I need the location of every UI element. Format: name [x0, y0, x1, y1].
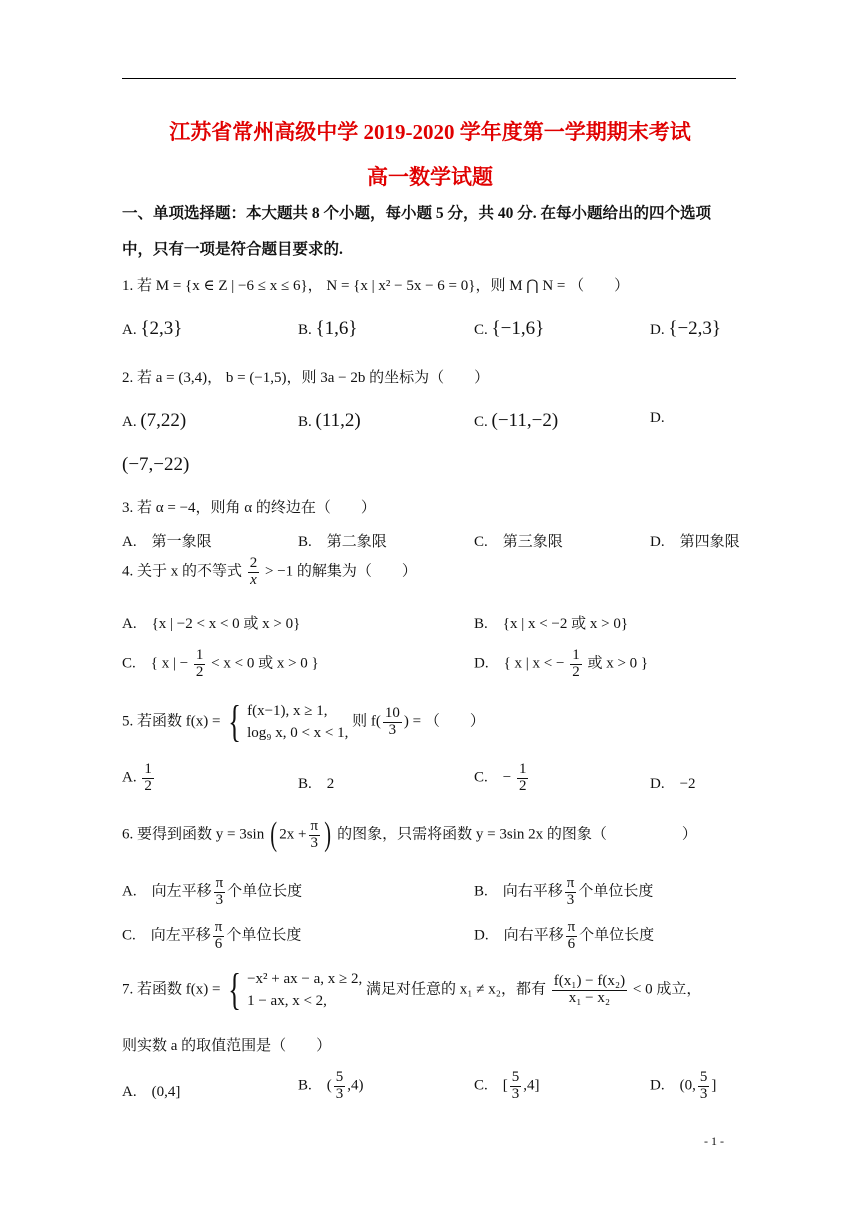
fraction [214, 876, 226, 909]
fraction [383, 706, 402, 739]
option-value: {1,6} [315, 318, 358, 339]
numerator: f(x₁) − f(x₂) [553, 972, 626, 989]
q2-option-c [474, 410, 558, 432]
option-text: 个单位长度 [227, 883, 303, 900]
numerator: 1 [518, 761, 527, 777]
option-text: B. 向右平移 [474, 883, 563, 900]
fraction [510, 1070, 522, 1103]
q4-option-c [122, 648, 319, 681]
left-brace: { [228, 697, 242, 746]
denominator: 3 [388, 721, 397, 738]
denominator: 6 [567, 935, 576, 952]
q5-option-b: B. 2 [298, 776, 335, 792]
fraction [570, 648, 582, 681]
question-6-stem [122, 818, 697, 852]
option-value: (−11,−2) [491, 410, 559, 431]
denominator: 3 [215, 891, 224, 908]
piecewise-cases [247, 968, 362, 1012]
q2-option-d-value: (−7,−22) [122, 454, 190, 475]
numerator: 1 [572, 647, 580, 663]
stem-text: 7. 若函数 f(x) = [122, 981, 221, 998]
fraction [566, 920, 578, 953]
q2-option-d-label: D. [650, 410, 665, 426]
numerator: π [566, 875, 575, 891]
q6-option-b [474, 876, 653, 909]
denominator: x₁ − x₂ [568, 989, 611, 1006]
fraction [309, 819, 321, 852]
question-1-stem: 1. 若 M = {x ∈ Z | −6 ≤ x ≤ 6}， N = {x | x² − 5x − 6 = 0}，则 M ⋂ N = （ ） [122, 278, 630, 294]
stem-text: 5. 若函数 f(x) = [122, 713, 221, 730]
stem-text: 的图象，只需将函数 y = 3sin 2x 的图象（ ） [337, 826, 697, 843]
right-paren: ) [324, 816, 332, 853]
denominator: 2 [572, 663, 580, 680]
exam-title: 江苏省常州高级中学 2019-2020 学年度第一学期期末考试 [169, 120, 691, 144]
numerator: π [567, 919, 576, 935]
left-brace: { [228, 965, 242, 1014]
question-7-stem [122, 965, 702, 1014]
option-value: (11,2) [315, 410, 361, 431]
numerator: 1 [144, 761, 152, 777]
case-2: 1 − ax, x < 2, [247, 993, 327, 1009]
q3-option-d: D. 第四象限 [650, 534, 740, 550]
fraction [213, 920, 225, 953]
option-text: 或 x > 0 } [587, 655, 649, 672]
q1-option-c [474, 318, 544, 340]
option-value: {−2,3} [668, 318, 722, 339]
option-label: A. [122, 414, 137, 430]
denominator: x [250, 571, 257, 588]
q2-option-a [122, 410, 186, 432]
case-2: log₉ x, 0 < x < 1, [247, 725, 349, 741]
fraction [698, 1070, 710, 1103]
option-text: C. { x | − [122, 655, 189, 672]
option-value: (7,22) [140, 410, 187, 431]
option-text: ,4] [523, 1077, 540, 1094]
denominator: 3 [310, 834, 319, 851]
q7-option-a: A. (0,4] [122, 1084, 181, 1100]
option-text: 个单位长度 [578, 883, 654, 900]
page-number: - 1 - [704, 1134, 724, 1148]
denominator: 3 [511, 1085, 520, 1102]
option-label: C. [474, 414, 488, 430]
q3-option-b: B. 第二象限 [298, 534, 387, 550]
option-text: C. 向左平移 [122, 927, 211, 944]
q5-option-a [122, 762, 156, 795]
option-value: {−1,6} [491, 318, 545, 339]
header-rule [122, 78, 736, 79]
fraction [552, 974, 627, 1007]
option-label: B. [298, 414, 312, 430]
option-text: D. { x | x < − [474, 655, 565, 672]
q1-option-a [122, 318, 182, 340]
fraction [248, 556, 260, 589]
option-text: D. (0, [650, 1077, 696, 1094]
numerator: 5 [699, 1069, 708, 1085]
numerator: 5 [511, 1069, 520, 1085]
numerator: 5 [335, 1069, 344, 1085]
exam-subtitle: 高一数学试题 [367, 165, 493, 189]
question-2-stem: 2. 若 a = (3,4)， b = (−1,5)，则 3a − 2b 的坐标为（ ） [122, 370, 490, 386]
option-text: 个单位长度 [226, 927, 302, 944]
option-label: C. [474, 322, 488, 338]
q6-option-c [122, 920, 301, 953]
numerator: π [310, 817, 319, 834]
denominator: 3 [699, 1085, 708, 1102]
case-1: f(x−1), x ≥ 1, [247, 703, 328, 719]
option-text: A. 向左平移 [122, 883, 212, 900]
q7-option-c [474, 1070, 540, 1103]
fraction [565, 876, 577, 909]
fraction [194, 648, 206, 681]
stem-text: 满足对任意的 x₁ ≠ x₂，都有 [366, 981, 546, 998]
q2-option-b [298, 410, 361, 432]
question-3-stem: 3. 若 α = −4，则角 α 的终边在（ ） [122, 500, 376, 516]
q5-option-d: D. −2 [650, 776, 696, 792]
case-1: −x² + ax − a, x ≥ 2, [247, 971, 363, 987]
option-text: 个单位长度 [579, 927, 655, 944]
option-label: B. [298, 322, 312, 338]
stem-text: < 0 成立， [632, 981, 702, 998]
inner-text: 2x + [279, 826, 307, 843]
fraction [142, 762, 154, 795]
piecewise-cases [247, 700, 348, 744]
option-label: C. − [474, 769, 512, 786]
left-paren: ( [270, 816, 278, 853]
q7-option-d [650, 1070, 716, 1103]
stem-text: ) = （ ） [403, 713, 485, 730]
option-text: D. 向右平移 [474, 927, 564, 944]
option-value: {2,3} [140, 318, 183, 339]
denominator: 3 [335, 1085, 344, 1102]
option-label: A. [122, 769, 137, 786]
numerator: 2 [249, 555, 258, 571]
question-7-line-2: 则实数 a 的取值范围是（ ） [122, 1038, 332, 1054]
stem-text: > −1 的解集为（ ） [265, 563, 417, 580]
numerator: 1 [195, 647, 204, 663]
stem-text: 4. 关于 x 的不等式 [122, 563, 243, 580]
denominator: 6 [214, 935, 223, 952]
stem-text: 6. 要得到函数 y = 3sin [122, 826, 265, 843]
denominator: 2 [518, 777, 527, 794]
denominator: 2 [195, 663, 204, 680]
q1-option-d [650, 318, 721, 340]
option-text: < x < 0 或 x > 0 } [211, 655, 319, 672]
q4-option-b: B. {x | x < −2 或 x > 0} [474, 616, 629, 632]
option-text: ,4) [347, 1077, 364, 1094]
denominator: 3 [566, 891, 575, 908]
numerator: π [214, 919, 223, 935]
numerator: 10 [384, 704, 400, 721]
option-text: ] [711, 1077, 717, 1094]
q3-option-c: C. 第三象限 [474, 534, 563, 550]
q6-option-a [122, 876, 302, 909]
q3-option-a: A. 第一象限 [122, 534, 212, 550]
question-4-stem [122, 556, 417, 589]
option-text: B. ( [298, 1077, 332, 1094]
q7-option-b [298, 1070, 364, 1103]
q4-option-a: A. {x | −2 < x < 0 或 x > 0} [122, 616, 301, 632]
denominator: 2 [144, 777, 152, 794]
option-text: C. [ [474, 1077, 508, 1094]
numerator: π [215, 875, 224, 891]
section-heading: 一、单项选择题：本大题共 8 个小题，每小题 5 分，共 40 分. 在每小题给出的四个选项中，只有一项是符合题目要求的. [122, 205, 712, 258]
question-5-stem [122, 697, 485, 746]
q1-option-b [298, 318, 358, 340]
q6-option-d [474, 920, 654, 953]
q5-option-c [474, 762, 530, 795]
fraction [334, 1070, 346, 1103]
q4-option-d [474, 648, 648, 681]
option-label: D. [650, 322, 665, 338]
fraction [517, 762, 529, 795]
stem-text: 则 f( [352, 713, 381, 730]
option-label: A. [122, 322, 137, 338]
